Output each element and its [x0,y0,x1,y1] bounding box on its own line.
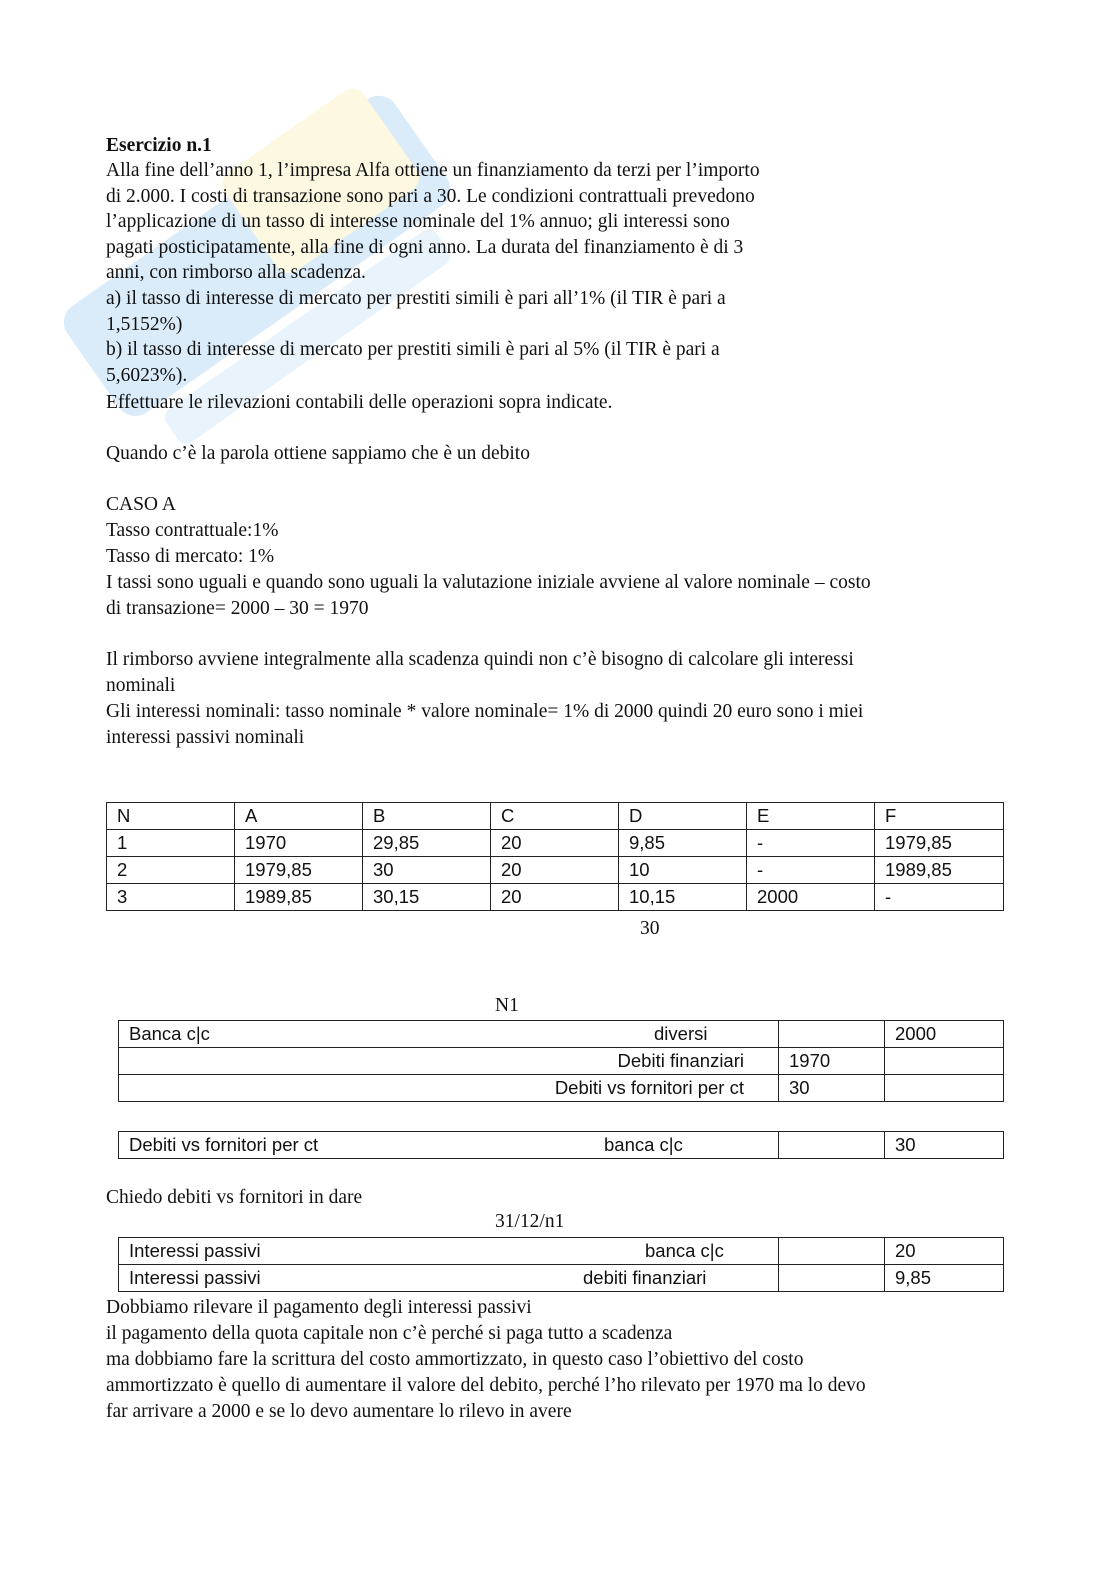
journal-amount-dare: 1970 [779,1048,885,1075]
valutazione-text: I tassi sono uguali e quando sono uguali la valutazione iniziale avviene al valore nominale – costo [106,572,871,593]
closing-line: il pagamento della quota capitale non c’è perché si paga tutto a scadenza [106,1323,673,1344]
exercise-line: di 2.000. I costi di transazione sono pari a 30. Le condizioni contrattuali prevedono [106,186,755,207]
exercise-line: b) il tasso di interesse di mercato per prestiti simili è pari al 5% (il TIR è pari a [106,339,720,360]
table-cell: 1979,85 [235,857,363,884]
journal-row [119,1075,1004,1102]
journal-entry-n1 [118,1020,1004,1102]
exercise-line: l’applicazione di un tasso di interesse nominale del 1% annuo; gli interessi sono [106,211,730,232]
table-cell: 30 [363,857,491,884]
valutazione-text: di transazione= 2000 – 30 = 1970 [106,598,369,619]
table-cell: 1979,85 [875,830,1004,857]
journal-amount-avere [885,1075,1004,1102]
journal-amount-dare: 30 [779,1075,885,1102]
credit-account: Debiti vs fornitori per ct [119,1075,779,1102]
tasso-mercato: Tasso di mercato: 1% [106,546,275,567]
rimborso-text: Il rimborso avviene integralmente alla scadenza quindi non c’è bisogno di calcolare gli interessi [106,649,854,670]
amortization-table [106,802,1004,911]
credit-account: debiti finanziari [583,1267,707,1288]
tasso-contrattuale: Tasso contrattuale:1% [106,520,279,541]
journal-amount-avere: 2000 [885,1021,1004,1048]
journal-row [119,1265,1004,1292]
journal-entry-payment [118,1131,1004,1159]
exercise-line: 1,5152%) [106,314,183,335]
table-cell: - [875,884,1004,911]
journal-row [119,1238,1004,1265]
credit-account: banca c|c [645,1240,724,1261]
note-dare: Chiedo debiti vs fornitori in dare [106,1187,363,1208]
rimborso-text: nominali [106,675,176,696]
table-cell: 10 [619,857,747,884]
table-cell: 2 [107,857,235,884]
table-cell: 30,15 [363,884,491,911]
debit-account: Interessi passivi [129,1267,261,1288]
journal-amount-avere: 30 [885,1132,1004,1159]
exercise-line: Effettuare le rilevazioni contabili delle operazioni sopra indicate. [106,392,613,413]
exercise-title: Esercizio n.1 [106,135,212,156]
table-cell: 9,85 [619,830,747,857]
table-cell: 29,85 [363,830,491,857]
table-cell: - [747,830,875,857]
note-debito: Quando c’è la parola ottiene sappiamo che è un debito [106,443,530,464]
journal-amount-avere [885,1048,1004,1075]
closing-line: far arrivare a 2000 e se lo devo aumentare lo rilevo in avere [106,1401,572,1422]
journal-row [119,1048,1004,1075]
debit-account: Banca c|c [129,1023,210,1044]
journal-row [119,1132,1004,1159]
table-cell: 1 [107,830,235,857]
sum-b-label: 30 [640,918,660,939]
exercise-line: pagati posticipatamente, alla fine di ogni anno. La durata del finanziamento è di 3 [106,237,744,258]
caso-title: CASO A [106,494,176,515]
table-row [107,857,1004,884]
table-cell: 3 [107,884,235,911]
table-cell: 2000 [747,884,875,911]
credit-account: Debiti finanziari [119,1048,779,1075]
table-cell: 20 [491,884,619,911]
table-row [107,830,1004,857]
journal-amount-avere: 9,85 [885,1265,1004,1292]
closing-line: ammortizzato è quello di aumentare il valore del debito, perché l’ho rilevato per 1970 ma lo devo [106,1375,866,1396]
table-row [107,884,1004,911]
header-cell: C [491,803,619,830]
journal-date: N1 [495,995,519,1016]
exercise-line: 5,6023%). [106,365,188,386]
interessi-text: interessi passivi nominali [106,727,305,748]
exercise-line: a) il tasso di interesse di mercato per prestiti simili è pari all’1% (il TIR è pari a [106,288,726,309]
header-cell: F [875,803,1004,830]
table-cell: 1989,85 [235,884,363,911]
journal-amount-dare [779,1132,885,1159]
debit-account: Interessi passivi [129,1240,261,1261]
debit-account: Debiti vs fornitori per ct [129,1134,319,1155]
header-cell: D [619,803,747,830]
exercise-line: Alla fine dell’anno 1, l’impresa Alfa ottiene un finanziamento da terzi per l’importo [106,160,760,181]
exercise-line: anni, con rimborso alla scadenza. [106,262,366,283]
header-cell: B [363,803,491,830]
closing-line: ma dobbiamo fare la scrittura del costo ammortizzato, in questo caso l’obiettivo del costo [106,1349,804,1370]
table-cell: 20 [491,830,619,857]
journal-date: 31/12/n1 [495,1211,565,1232]
table-cell: 20 [491,857,619,884]
journal-row [119,1021,1004,1048]
header-cell: A [235,803,363,830]
table-cell: - [747,857,875,884]
journal-amount-dare [779,1238,885,1265]
table-cell: 10,15 [619,884,747,911]
closing-line: Dobbiamo rilevare il pagamento degli interessi passivi [106,1297,532,1318]
table-cell: 1970 [235,830,363,857]
header-cell: E [747,803,875,830]
interessi-text: Gli interessi nominali: tasso nominale * valore nominale= 1% di 2000 quindi 20 euro sono i miei [106,701,864,722]
credit-account: banca c|c [604,1134,683,1155]
journal-amount-dare [779,1021,885,1048]
credit-label: diversi [654,1023,708,1044]
journal-amount-avere: 20 [885,1238,1004,1265]
header-cell: N [107,803,235,830]
table-header-row [107,803,1004,830]
journal-entry-3112 [118,1237,1004,1292]
journal-amount-dare [779,1265,885,1292]
table-cell: 1989,85 [875,857,1004,884]
